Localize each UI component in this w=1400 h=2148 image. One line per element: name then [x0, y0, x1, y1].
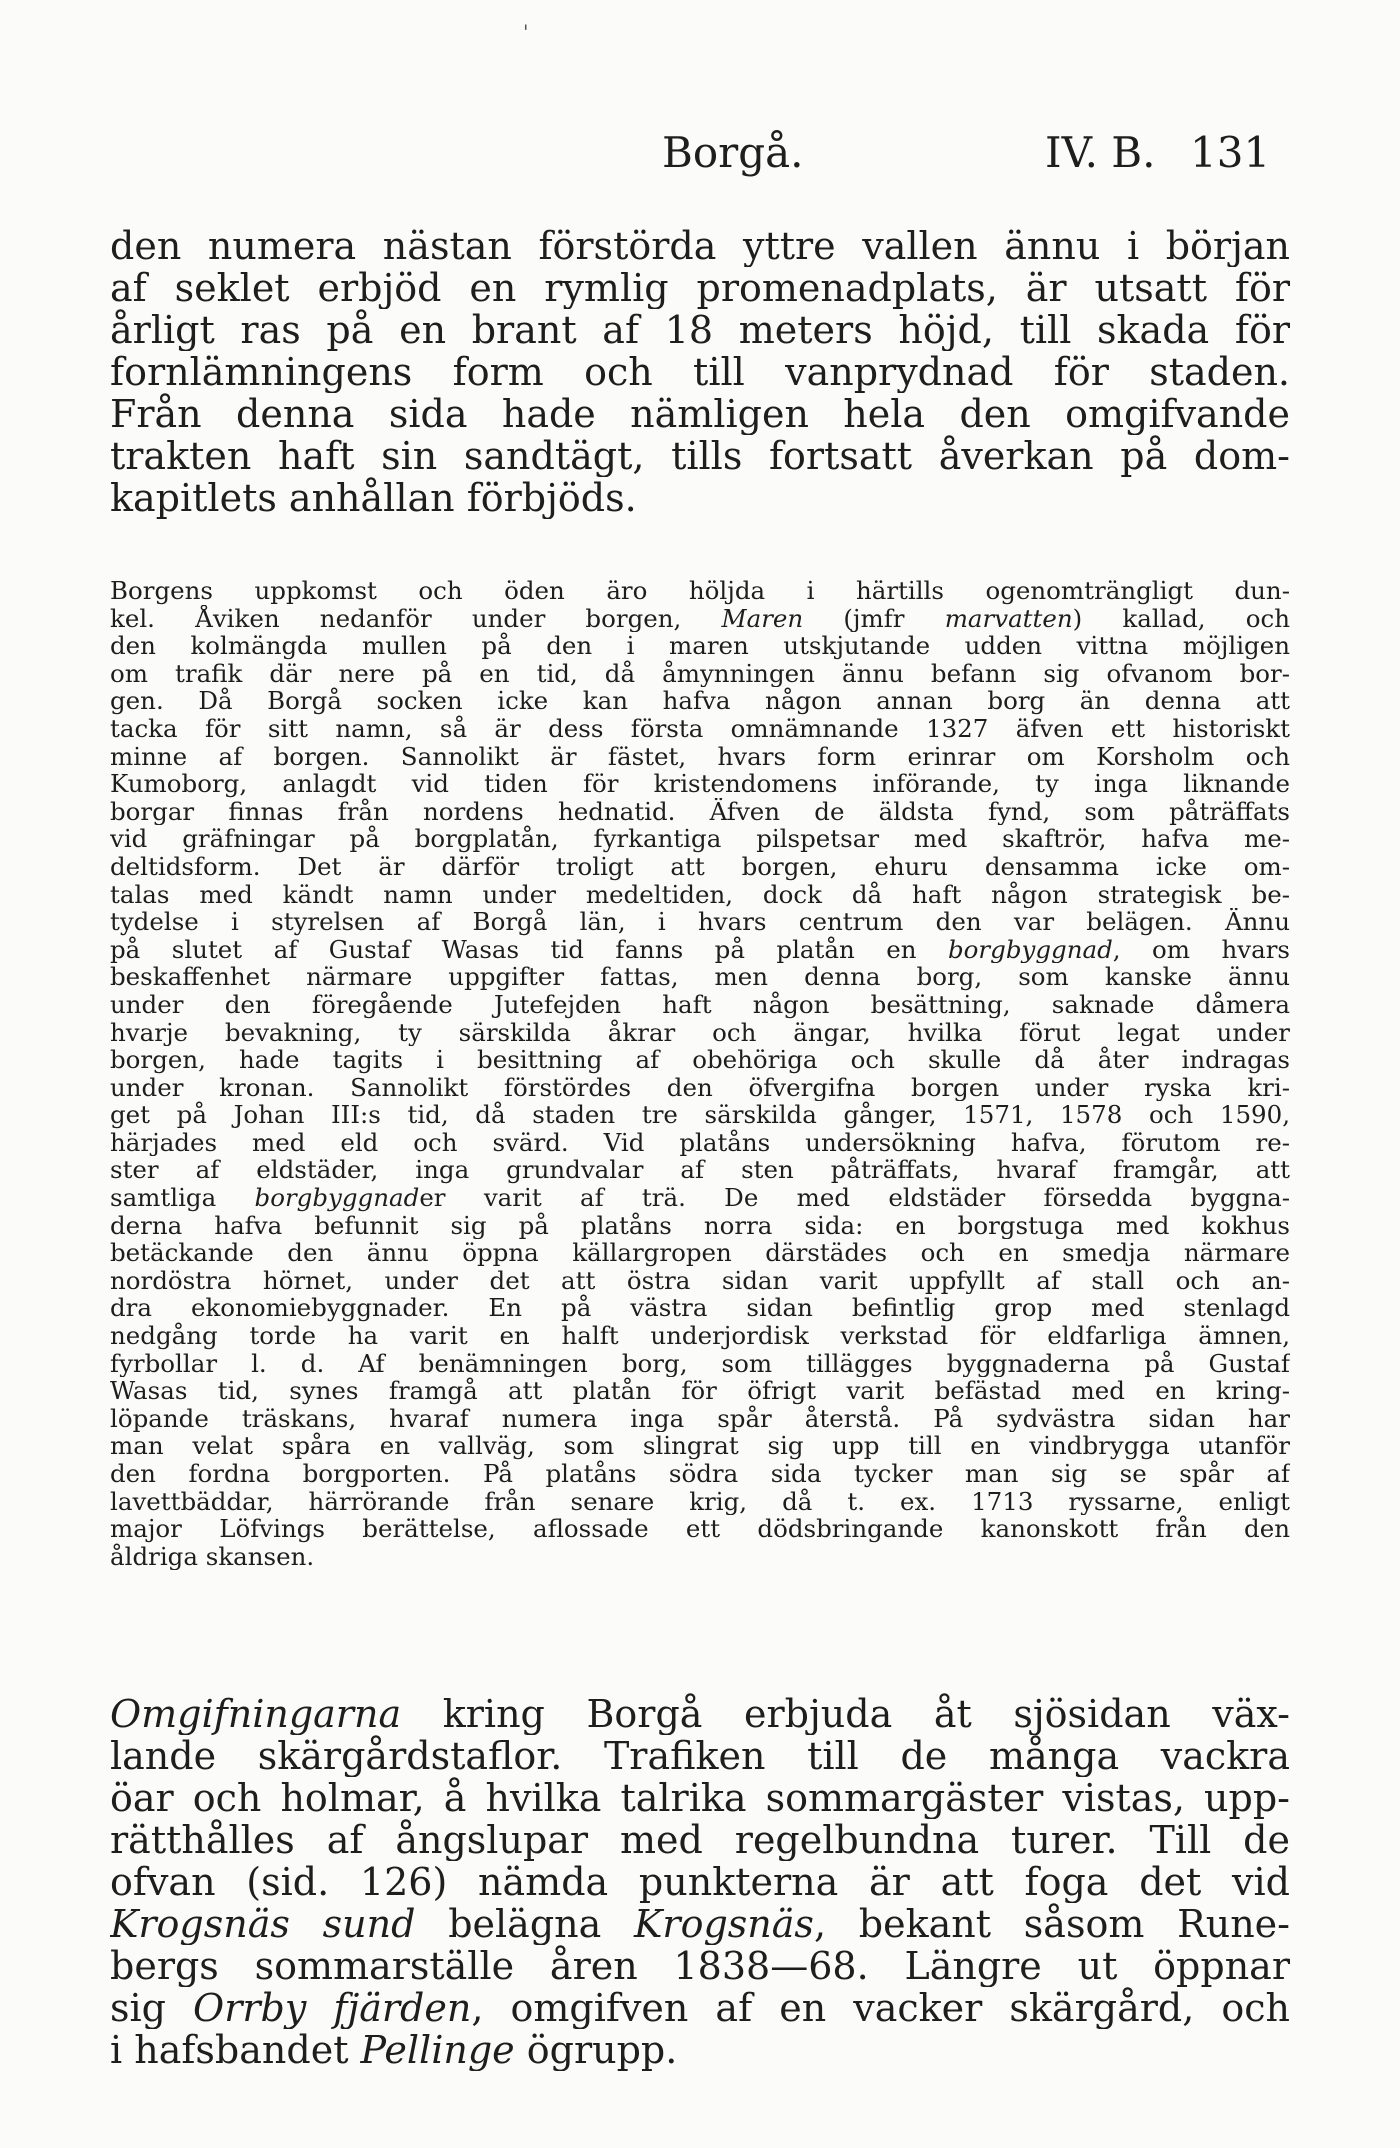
note-text-line: ster af eldstäder, inga grundvalar af sten påträffats, hvaraf framgår, att: [110, 1156, 1290, 1185]
note-text-line: vid gräfningar på borgplatån, fyrkantiga pilspetsar med skaftrör, hafva me-: [110, 825, 1290, 853]
main-text-line: den numera nästan förstörda yttre vallen ännu i början: [110, 225, 1290, 267]
lower-text-line: lande skärgårdstaflor. Trafiken till de många vackra: [110, 1735, 1290, 1777]
note-text-line: borgar finnas från nordens hednatid. Äfven de äldsta fynd, som påträffats: [110, 797, 1290, 826]
note-text-line: talas med kändt namn under medeltiden, dock då haft någon strategisk be-: [110, 880, 1290, 909]
page-number: 131: [1190, 128, 1271, 177]
lower-text-line: rätthålles af ångslupar med regelbundna turer. Till de: [110, 1819, 1290, 1861]
surroundings-paragraph: [110, 1693, 1290, 2071]
note-text-line: get på Johan III:s tid, då staden tre särskilda gånger, 1571, 1578 och 1590,: [110, 1101, 1290, 1129]
note-text-line: samtliga borgbyggnader varit af trä. De med eldstäder försedda byggna-: [110, 1184, 1290, 1212]
note-text-line: beskaffenhet närmare uppgifter fattas, men denna borg, som kanske ännu: [110, 963, 1290, 991]
header-title: Borgå.: [662, 128, 804, 177]
note-text-line: fyrbollar l. d. Af benämningen borg, som tillägges byggnaderna på Gustaf: [110, 1349, 1290, 1378]
lower-text-line: Omgifningarna kring Borgå erbjuda åt sjösidan väx-: [110, 1693, 1290, 1735]
note-text-line: tacka för sitt namn, så är dess första omnämnande 1327 äfven ett historiskt: [110, 714, 1290, 743]
note-text-line: Kumoborg, anlagdt vid tiden för kristendomens införande, ty inga liknande: [110, 770, 1290, 798]
note-text-line: kel. Åviken nedanför under borgen, Maren (jmfr marvatten) kallad, och: [110, 604, 1290, 633]
running-header: [110, 118, 1290, 178]
small-print-paragraph: [110, 577, 1290, 1570]
margin-mark: ': [523, 20, 529, 44]
lower-text-line: sig Orrby fjärden, omgifven af en vacker skärgård, och: [110, 1987, 1290, 2029]
note-text-line: om trafik där nere på en tid, då åmynningen ännu befann sig ofvanom bor-: [110, 659, 1290, 688]
note-text-line: betäckande den ännu öppna källargropen därstädes och en smedja närmare: [110, 1239, 1290, 1267]
note-text-line: borgen, hade tagits i besittning af obehöriga och skulle då åter indragas: [110, 1046, 1290, 1074]
lower-text-line: i hafsbandet Pellinge ögrupp.: [110, 2029, 678, 2071]
note-text-line: den fordna borgporten. På platåns södra sida tycker man sig se spår af: [110, 1460, 1290, 1488]
note-text-line: minne af borgen. Sannolikt är fästet, hvars form erinrar om Korsholm och: [110, 742, 1290, 771]
note-text-line: Wasas tid, synes framgå att platån för öfrigt varit befästad med en kring-: [110, 1377, 1290, 1405]
note-text-line: härjades med eld och svärd. Vid platåns undersökning hafva, förutom re-: [110, 1128, 1290, 1157]
note-text-line: gen. Då Borgå socken icke kan hafva någon annan borg än denna att: [110, 687, 1290, 715]
note-text-line: major Löfvings berättelse, aflossade ett dödsbringande kanonskott från den: [110, 1515, 1290, 1543]
main-text-line: af seklet erbjöd en rymlig promenadplats, är utsatt för: [110, 267, 1290, 309]
note-text-line: deltidsform. Det är därför troligt att borgen, ehuru densamma icke om-: [110, 852, 1290, 881]
note-text-line: derna hafva befunnit sig på platåns norra sida: en borgstuga med kokhus: [110, 1211, 1290, 1240]
note-text-line: åldriga skansen.: [110, 1542, 315, 1571]
main-text-line: Från denna sida hade nämligen hela den omgifvande: [110, 393, 1290, 435]
lower-text-line: Krogsnäs sund belägna Krogsnäs, bekant såsom Rune-: [110, 1903, 1290, 1945]
note-text-line: man velat spåra en vallväg, som slingrat sig upp till en vindbrygga utanför: [110, 1432, 1290, 1460]
lower-text-line: bergs sommarställe åren 1838—68. Längre ut öppnar: [110, 1945, 1290, 1987]
main-paragraph: [110, 225, 1290, 519]
main-text-line: fornlämningens form och till vanprydnad för staden.: [110, 351, 1290, 393]
note-text-line: nedgång torde ha varit en halft underjordisk verkstad för eldfarliga ämnen,: [110, 1322, 1290, 1350]
lower-text-line: ofvan (sid. 126) nämda punkterna är att foga det vid: [110, 1861, 1290, 1903]
main-text-line: trakten haft sin sandtägt, tills fortsatt åverkan på dom-: [110, 435, 1290, 477]
note-text-line: den kolmängda mullen på den i maren utskjutande udden vittna möjligen: [110, 632, 1290, 660]
main-text-line: kapitlets anhållan förbjöds.: [110, 477, 637, 519]
note-text-line: under kronan. Sannolikt förstördes den öfvergifna borgen under ryska kri-: [110, 1073, 1290, 1102]
main-text-line: årligt ras på en brant af 18 meters höjd, till skada för: [110, 309, 1290, 351]
note-text-line: hvarje bevakning, ty särskilda åkrar och ängar, hvilka förut legat under: [110, 1018, 1290, 1047]
header-section: IV. B.: [1045, 128, 1156, 177]
note-text-line: lavettbäddar, härrörande från senare krig, då t. ex. 1713 ryssarne, enligt: [110, 1487, 1290, 1516]
note-text-line: nordöstra hörnet, under det att östra sidan varit uppfyllt af stall och an-: [110, 1266, 1290, 1295]
note-text-line: tydelse i styrelsen af Borgå län, i hvars centrum den var belägen. Ännu: [110, 908, 1290, 936]
note-text-line: löpande träskans, hvaraf numera inga spår återstå. På sydvästra sidan har: [110, 1404, 1290, 1433]
note-text-line: dra ekonomiebyggnader. En på västra sidan befintlig grop med stenlagd: [110, 1294, 1290, 1323]
note-text-line: under den föregående Jutefejden haft någon besättning, saknade dåmera: [110, 990, 1290, 1019]
note-text-line: på slutet af Gustaf Wasas tid fanns på platån en borgbyggnad, om hvars: [110, 935, 1290, 964]
note-text-line: Borgens uppkomst och öden äro höljda i härtills ogenomträngligt dun-: [110, 577, 1290, 605]
lower-text-line: öar och holmar, å hvilka talrika sommargäster vistas, upp-: [110, 1777, 1290, 1819]
